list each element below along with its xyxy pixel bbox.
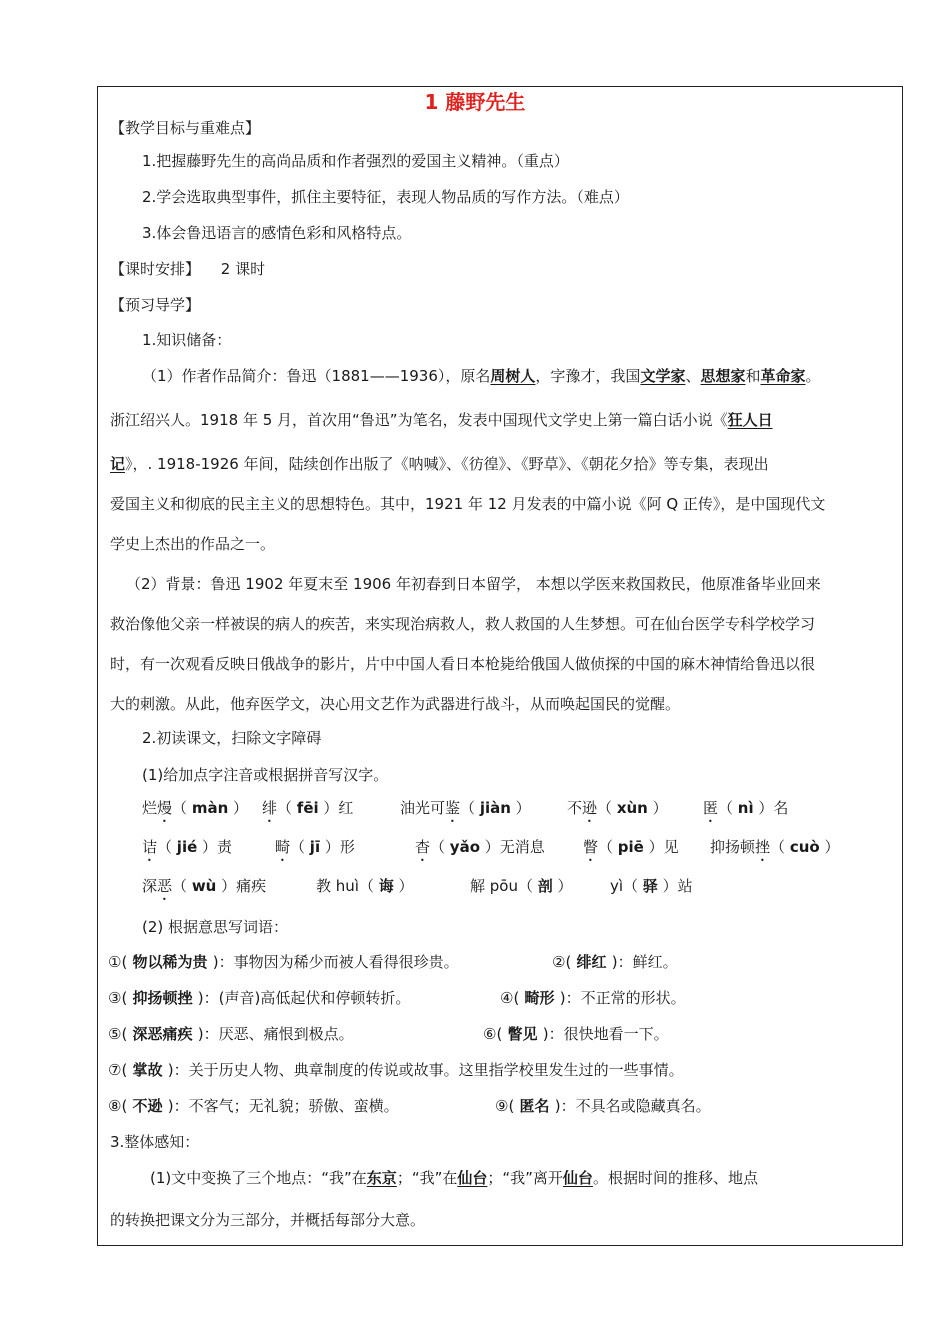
pinyin-item bbox=[142, 837, 232, 865]
paren-open: （ bbox=[358, 877, 379, 895]
paren-close: ） bbox=[647, 799, 668, 817]
meaning-number: ⑧( bbox=[108, 1097, 128, 1115]
pinyin-item bbox=[415, 837, 545, 865]
answer-revolutionary: 革命家 bbox=[760, 367, 806, 385]
pinyin-prefix: 抑扬顿 bbox=[710, 838, 756, 856]
paren-close: ) bbox=[611, 953, 618, 971]
pinyin-suffix: 名 bbox=[773, 799, 789, 817]
schedule-row bbox=[110, 259, 898, 279]
meaning-number: ⑨( bbox=[495, 1097, 515, 1115]
paren-open: （ bbox=[718, 799, 738, 817]
goal-item-2: 2.学会选取典型事件，抓住主要特征，表现人物品质的写作方法。（难点） bbox=[142, 188, 629, 206]
text: (1)文中变换了三个地点：“我”在 bbox=[150, 1169, 367, 1187]
pinyin-answer: wù bbox=[191, 877, 217, 895]
answer-thinker: 思想家 bbox=[700, 367, 746, 385]
pinyin-answer: jī bbox=[309, 838, 321, 856]
pinyin-answer: 驿 bbox=[642, 877, 658, 895]
paren-close: ) bbox=[167, 1097, 174, 1115]
pinyin-item bbox=[142, 798, 248, 826]
meaning-item bbox=[483, 1024, 669, 1044]
meaning-answer: 绯红 bbox=[571, 953, 612, 971]
pinyin-item bbox=[470, 876, 573, 896]
paren-open: （ bbox=[770, 838, 790, 856]
answer-work: 狂人日 bbox=[727, 411, 773, 429]
paren-open: （ bbox=[623, 877, 643, 895]
pinyin-suffix: 形 bbox=[339, 838, 355, 856]
answer-place-tokyo: 东京 bbox=[366, 1169, 397, 1187]
answer-place-sendai-2: 仙台 bbox=[562, 1169, 593, 1187]
pinyin-item bbox=[262, 798, 353, 826]
meaning-item bbox=[108, 1060, 684, 1080]
paren-close: ) bbox=[554, 1097, 561, 1115]
pinyin-prefix: yì bbox=[610, 877, 624, 895]
paren-open: （ bbox=[157, 838, 177, 856]
paren-close: ） bbox=[197, 838, 218, 856]
overall-line-1 bbox=[150, 1168, 898, 1188]
pinyin-prefix: 烂 bbox=[142, 799, 158, 817]
pinyin-item bbox=[703, 798, 788, 826]
pinyin-answer: piē bbox=[617, 838, 644, 856]
answer-real-name: 周树人 bbox=[490, 367, 536, 385]
paren-close: ) bbox=[212, 953, 219, 971]
answer-writer: 文学家 bbox=[640, 367, 686, 385]
paren-open: （ bbox=[597, 799, 617, 817]
paren-close: ） bbox=[393, 877, 414, 895]
meaning-answer: 物以稀为贵 bbox=[127, 953, 213, 971]
pinyin-heading: (1)给加点字注音或根据拼音写汉字。 bbox=[142, 766, 389, 784]
pinyin-item bbox=[710, 837, 839, 865]
pinyin-item bbox=[316, 876, 414, 896]
pinyin-dotted-char: 熳 bbox=[157, 799, 173, 817]
paren-close: ) bbox=[167, 1061, 174, 1079]
paren-open: （ bbox=[172, 877, 192, 895]
overall-heading: 3.整体感知： bbox=[110, 1133, 200, 1151]
page-title: 1 藤野先生 bbox=[424, 90, 526, 114]
knowledge-heading: 1.知识储备： bbox=[142, 331, 232, 349]
pinyin-answer: jié bbox=[176, 838, 198, 856]
pinyin-suffix: 站 bbox=[677, 877, 693, 895]
pinyin-dotted-char: 逊 bbox=[582, 799, 598, 817]
meaning-definition: ：事物因为稀少而被人看得很珍贵。 bbox=[218, 953, 459, 971]
paren-open: （ bbox=[430, 838, 450, 856]
text: 》，. 1918-1926 年间，陆续创作出版了《呐喊》、《彷徨》、《野草》、《朝花夕拾》等专集，表现出 bbox=[125, 455, 769, 473]
pinyin-item bbox=[400, 798, 531, 826]
paren-close: ） bbox=[318, 799, 339, 817]
meaning-item bbox=[108, 1096, 399, 1116]
answer-work-end: 记 bbox=[110, 455, 126, 473]
pinyin-answer: xùn bbox=[616, 799, 648, 817]
background-line-4: 大的刺激。从此，他弃医学文，决心用文艺作为武器进行战斗，从而唤起国民的觉醒。 bbox=[110, 695, 681, 713]
author-line-5: 学史上杰出的作品之一。 bbox=[110, 535, 276, 553]
meaning-answer: 匿名 bbox=[514, 1097, 555, 1115]
pinyin-item bbox=[275, 837, 355, 865]
paren-open: （ bbox=[598, 838, 618, 856]
paren-close: ） bbox=[510, 799, 531, 817]
schedule-value: 2 课时 bbox=[220, 260, 266, 278]
pinyin-answer: jiàn bbox=[479, 799, 511, 817]
paren-open: （ bbox=[460, 799, 480, 817]
paren-close: ) bbox=[197, 1025, 204, 1043]
meaning-definition: ：不具名或隐藏真名。 bbox=[560, 1097, 711, 1115]
meaning-item bbox=[500, 988, 686, 1008]
pinyin-dotted-char: 畸 bbox=[275, 838, 291, 856]
paren-open: （ bbox=[277, 799, 297, 817]
pinyin-item bbox=[583, 837, 679, 865]
meaning-number: ⑤( bbox=[108, 1025, 128, 1043]
pinyin-suffix: 见 bbox=[663, 838, 679, 856]
meaning-number: ③( bbox=[108, 989, 128, 1007]
text: 浙江绍兴人。1918 年 5 月，首次用“鲁迅”为笔名，发表中国现代文学史上第一篇白话小说《 bbox=[110, 411, 728, 429]
meaning-item bbox=[552, 952, 678, 972]
paren-open: （ bbox=[172, 799, 192, 817]
paren-close: ） bbox=[819, 838, 840, 856]
pinyin-dotted-char: 鉴 bbox=[445, 799, 461, 817]
meaning-definition: ：厌恶、痛恨到极点。 bbox=[203, 1025, 354, 1043]
overall-line-2: 的转换把课文分为三部分，并概括每部分大意。 bbox=[110, 1211, 426, 1229]
meaning-answer: 深恶痛疾 bbox=[127, 1025, 198, 1043]
paren-close: ) bbox=[559, 989, 566, 1007]
pinyin-suffix: 责 bbox=[217, 838, 233, 856]
meaning-number: ⑦( bbox=[108, 1061, 128, 1079]
meaning-definition: ：鲜红。 bbox=[617, 953, 678, 971]
text: 。根据时间的推移、地点 bbox=[592, 1169, 758, 1187]
meaning-answer: 不逊 bbox=[127, 1097, 168, 1115]
pinyin-prefix: 油光可 bbox=[400, 799, 446, 817]
meaning-item bbox=[108, 988, 410, 1008]
paren-close: ） bbox=[643, 838, 664, 856]
pinyin-prefix: 深 bbox=[142, 877, 158, 895]
paren-close: ） bbox=[657, 877, 678, 895]
meaning-heading: (2) 根据意思写词语： bbox=[142, 918, 289, 936]
background-line-1: （2）背景：鲁迅 1902 年夏末至 1906 年初春到日本留学， 本想以学医来救国救民，他原准备毕业回来 bbox=[126, 575, 821, 593]
paren-open: （ bbox=[517, 877, 538, 895]
author-line-4: 爱国主义和彻底的民主主义的思想特色。其中，1921 年 12 月发表的中篇小说《阿 Q 正传》，是中国现代文 bbox=[110, 495, 826, 513]
pinyin-answer: cuò bbox=[789, 838, 820, 856]
paren-close: ） bbox=[216, 877, 237, 895]
text: （1）作者作品简介：鲁迅（1881——1936），原名 bbox=[142, 367, 491, 385]
paren-close: ） bbox=[552, 877, 573, 895]
text: ；“我”离开 bbox=[487, 1169, 563, 1187]
meaning-definition: ：不客气；无礼貌；骄傲、蛮横。 bbox=[173, 1097, 399, 1115]
paren-close: ) bbox=[197, 989, 204, 1007]
pinyin-prefix: 解 pōu bbox=[470, 877, 518, 895]
paren-close: ） bbox=[480, 838, 500, 856]
pinyin-prefix: 教 huì bbox=[316, 877, 359, 895]
meaning-number: ⑥( bbox=[483, 1025, 503, 1043]
pinyin-suffix: 痛疾 bbox=[236, 877, 267, 895]
meaning-definition: ：关于历史人物、典章制度的传说或故事。这里指学校里发生过的一些事情。 bbox=[173, 1061, 684, 1079]
goal-item-3: 3.体会鲁迅语言的感情色彩和风格特点。 bbox=[142, 224, 412, 242]
pinyin-suffix: 无消息 bbox=[499, 838, 545, 856]
meaning-answer: 掌故 bbox=[127, 1061, 168, 1079]
background-line-2: 救治像他父亲一样被误的病人的疾苦，来实现治病救人，救人救国的人生梦想。可在仙台医学专科学校学习 bbox=[110, 615, 816, 633]
pinyin-dotted-char: 恶 bbox=[157, 877, 173, 895]
meaning-item bbox=[108, 1024, 354, 1044]
paren-close: ) bbox=[542, 1025, 549, 1043]
text: ，字豫才，我国 bbox=[535, 367, 641, 385]
preview-heading: 【预习导学】 bbox=[110, 296, 201, 314]
text: ；“我”在 bbox=[396, 1169, 458, 1187]
goal-item-1: 1.把握藤野先生的高尚品质和作者强烈的爱国主义精神。（重点） bbox=[142, 152, 569, 170]
reading-heading: 2.初读课文，扫除文字障碍 bbox=[142, 729, 322, 747]
paren-close: ） bbox=[228, 799, 249, 817]
pinyin-dotted-char: 诘 bbox=[142, 838, 158, 856]
pinyin-item bbox=[567, 798, 668, 826]
pinyin-dotted-char: 绯 bbox=[262, 799, 278, 817]
meaning-definition: ：不正常的形状。 bbox=[565, 989, 686, 1007]
meaning-number: ①( bbox=[108, 953, 128, 971]
text: 、 bbox=[685, 367, 701, 385]
pinyin-item bbox=[610, 876, 693, 896]
author-line-1 bbox=[142, 366, 898, 386]
pinyin-dotted-char: 瞥 bbox=[583, 838, 599, 856]
paren-close: ） bbox=[320, 838, 340, 856]
pinyin-dotted-char: 杳 bbox=[415, 838, 431, 856]
meaning-definition: ：(声音)高低起伏和停顿转折。 bbox=[203, 989, 411, 1007]
pinyin-prefix: 不 bbox=[567, 799, 583, 817]
pinyin-dotted-char: 挫 bbox=[755, 838, 771, 856]
author-line-2 bbox=[110, 410, 898, 430]
meaning-answer: 抑扬顿挫 bbox=[127, 989, 198, 1007]
pinyin-suffix: 红 bbox=[338, 799, 354, 817]
goals-heading: 【教学目标与重难点】 bbox=[110, 119, 261, 137]
meaning-answer: 畸形 bbox=[519, 989, 560, 1007]
text: 。 bbox=[805, 367, 821, 385]
pinyin-dotted-char: 匿 bbox=[703, 799, 719, 817]
paren-close: ） bbox=[753, 799, 774, 817]
pinyin-answer: màn bbox=[191, 799, 229, 817]
author-line-3 bbox=[110, 454, 898, 474]
text: 和 bbox=[745, 367, 761, 385]
pinyin-answer: 剖 bbox=[537, 877, 553, 895]
paren-open: （ bbox=[290, 838, 310, 856]
pinyin-answer: nì bbox=[737, 799, 754, 817]
meaning-answer: 瞥见 bbox=[502, 1025, 543, 1043]
meaning-item bbox=[495, 1096, 711, 1116]
background-line-3: 时，有一次观看反映日俄战争的影片，片中中国人看日本枪毙给俄国人做侦探的中国的麻木神情给鲁迅以很 bbox=[110, 655, 816, 673]
meaning-definition: ：很快地看一下。 bbox=[548, 1025, 669, 1043]
pinyin-answer: fēi bbox=[296, 799, 319, 817]
meaning-item bbox=[108, 952, 459, 972]
pinyin-answer: yǎo bbox=[449, 838, 481, 856]
pinyin-item bbox=[142, 876, 266, 904]
pinyin-answer: 诲 bbox=[378, 877, 394, 895]
meaning-number: ④( bbox=[500, 989, 520, 1007]
meaning-number: ②( bbox=[552, 953, 572, 971]
schedule-heading: 【课时安排】 bbox=[110, 260, 201, 278]
answer-place-sendai: 仙台 bbox=[457, 1169, 488, 1187]
